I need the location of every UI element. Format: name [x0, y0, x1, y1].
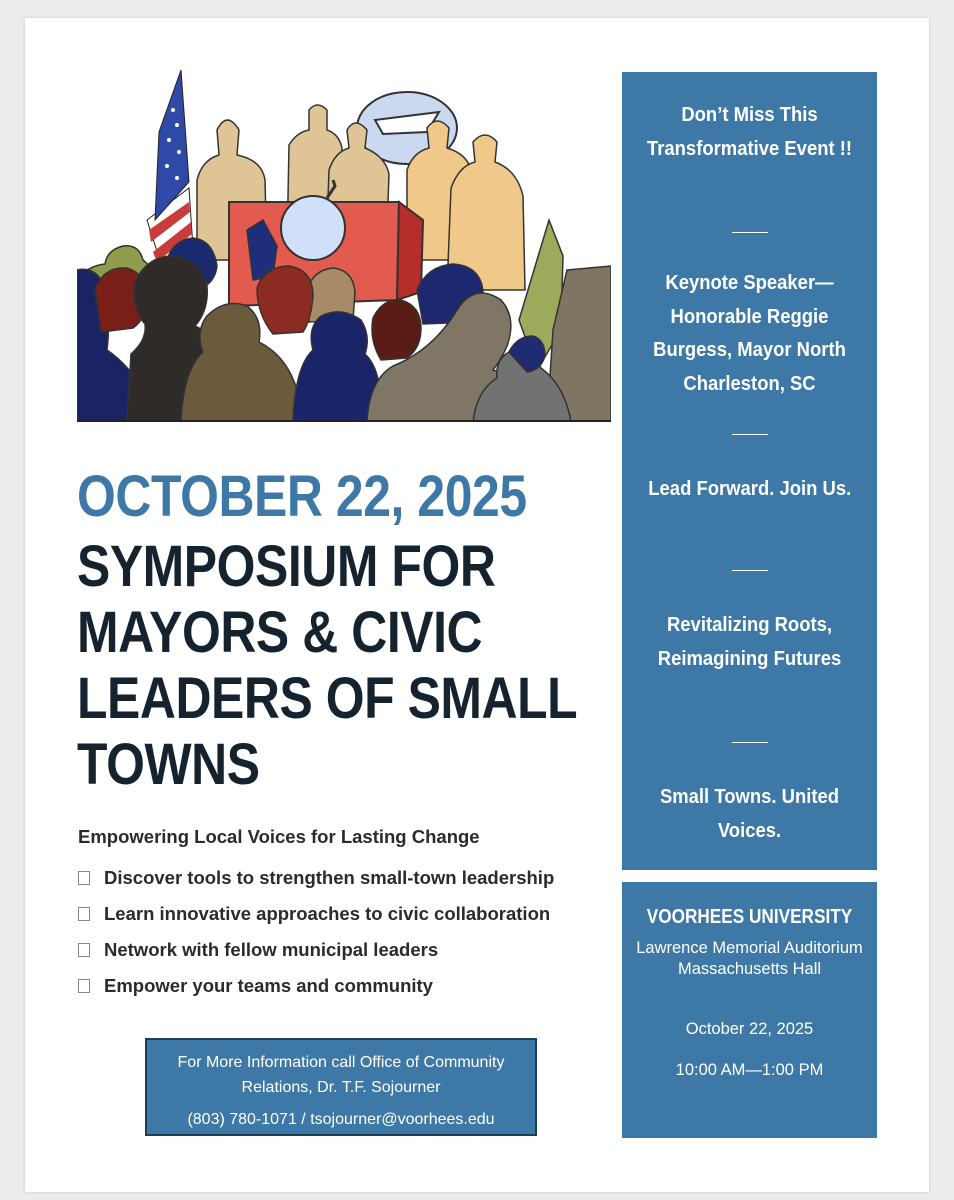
event-title: SYMPOSIUM FOR MAYORS & CIVIC LEADERS OF SMALL TOWNS — [77, 534, 577, 797]
highlights-sidebar — [622, 72, 877, 870]
tagline: Empowering Local Voices for Lasting Change — [78, 826, 480, 847]
list-item — [78, 896, 554, 932]
checkbox-icon — [78, 907, 90, 921]
checkbox-icon — [78, 871, 90, 885]
slogan-revitalizing: Revitalizing Roots, Reimagining Futures — [657, 613, 842, 670]
slogan-lead-forward: Lead Forward. Join Us. — [647, 477, 851, 500]
checkbox-icon — [78, 979, 90, 993]
keynote-speaker: Keynote Speaker—Honorable Reggie Burgess, Mayor North Charleston, SC — [653, 271, 846, 395]
contact-office: For More Information call Office of Community Relations, Dr. T.F. Sojourner — [177, 1054, 505, 1096]
divider — [732, 742, 768, 743]
benefits-list — [78, 860, 554, 1004]
list-item — [78, 968, 554, 1004]
venue-box — [622, 882, 877, 1138]
sidebar-headline: Don’t Miss This Transformative Event !! — [646, 103, 853, 160]
list-item — [78, 860, 554, 896]
divider — [732, 232, 768, 233]
venue-address: Lawrence Memorial Auditorium Massachusetts Hall — [636, 939, 863, 978]
contact-phone-email: (803) 780-1071 / tsojourner@voorhees.edu — [187, 1111, 495, 1128]
event-date-heading: OCTOBER 22, 2025 — [77, 464, 527, 529]
slogan-small-towns: Small Towns. United Voices. — [659, 785, 840, 842]
list-item-text: Discover tools to strengthen small-town leadership — [104, 867, 555, 888]
divider — [732, 570, 768, 571]
list-item-text: Empower your teams and community — [104, 975, 433, 996]
venue-name: VOORHEES UNIVERSITY — [646, 906, 853, 928]
list-item-text: Network with fellow municipal leaders — [104, 939, 439, 960]
checkbox-icon — [78, 943, 90, 957]
list-item-text: Learn innovative approaches to civic collaboration — [104, 903, 551, 924]
venue-time: 10:00 AM—1:00 PM — [675, 1061, 824, 1079]
divider — [732, 434, 768, 435]
crowd-at-podium-illustration — [77, 70, 611, 422]
flyer-page — [25, 18, 929, 1192]
venue-date: October 22, 2025 — [685, 1020, 814, 1038]
contact-info-box — [145, 1038, 537, 1136]
list-item — [78, 932, 554, 968]
